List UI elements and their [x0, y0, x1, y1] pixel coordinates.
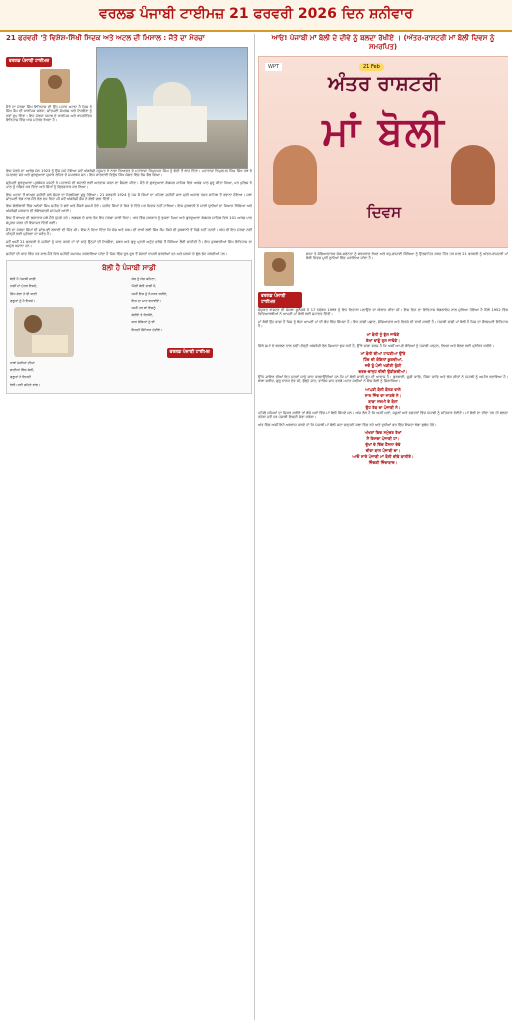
- left-paragraph: ਸ਼੍ਰੋਮਣੀ ਗੁਰਦੁਆਰਾ ਪ੍ਰਬੰਧਕ ਕਮੇਟੀ ਨੇ ਮਹਾਰਾਜੇ ਦੀ ਬਹਾਲੀ ਲਈ ਅਰਦਾਸ ਕਰਨ ਦਾ ਫੈਸਲਾ ਕੀਤਾ। ਜੈਤੋ ਦੇ ਗੁਰਦੁਆਰਾ ਗੰਗਸਰ ਸਾਹਿਬ ਵਿਖੇ ਅਖੰਡ ਪਾਠ ਸ਼ੁਰੂ ਕੀਤਾ ਗਿਆ, ਪਰ ਪੁਲਿਸ ਨੇ ਪਾਠ ਨੂੰ ਖੰਡਿਤ ਕਰ ਦਿੱਤਾ ਅਤੇ ਸਿੱਖਾਂ ਨੂੰ ਗ੍ਰਿਫ਼ਤਾਰ ਕਰ ਲਿਆ।: [6, 180, 252, 190]
- left-paragraph: ਇਸ ਮੋਰਚੇ ਦਾ ਆਰੰਭ ਸੰਨ 1923 ਨੂੰ ਉਸ ਸਮੇਂ ਹੋਇਆ ਜਦੋਂ ਅੰਗਰੇਜ਼ੀ ਹਕੂਮਤ ਨੇ ਨਾਭਾ ਰਿਆਸਤ ਦੇ ਮਹਾਰਾਜਾ ਰਿਪੁਦਮਨ ਸਿੰਘ ਨੂੰ ਗੱਦੀ ਤੋਂ ਲਾਹ ਦਿੱਤਾ। ਮਹਾਰਾਜਾ ਰਿਪੁਦਮਨ ਸਿੰਘ ਸਿੱਖ ਪੰਥ ਦੇ ਹਮਦਰਦ ਸਨ ਅਤੇ ਗੁਰਦੁਆਰਾ ਸੁਧਾਰ ਲਹਿਰ ਦੇ ਸਮਰਥਕ ਸਨ। ਇਸ ਕਾਰਵਾਈ ਵਿਰੁੱਧ ਸਿੱਖ ਸੰਗਤ ਵਿੱਚ ਰੋਸ ਫੈਲ ਗਿਆ।: [6, 169, 252, 178]
- verse-line: ਆਪਣੀ ਬੋਲੀ ਬੋਲਣ ਵਾਲੇ: [365, 386, 401, 392]
- verse-line: ਜ਼ਿੰਦਗੀ ਜ਼ਿੰਦਾਬਾਦ।: [368, 460, 398, 466]
- author-photo: [264, 252, 294, 286]
- verse-line: ਉਹ ਰੱਬ ਦਾ ਪੰਜਾਬੀ ਨੇ।: [365, 404, 401, 410]
- poem-line: ਬੋਲੀਏ ਤੇ ਲਿਖੀਏ,: [131, 313, 154, 318]
- left-paragraph: ਇਸ ਗੋਲੀਬਾਰੀ ਵਿੱਚ ਅਨੇਕਾਂ ਸਿੰਘ ਸ਼ਹੀਦ ਹੋ ਗਏ ਅਤੇ ਸੈਂਕੜੇ ਜ਼ਖ਼ਮੀ ਹੋਏ। ਸ਼ਹੀਦ ਸਿੰਘਾਂ ਨੇ ਸਿਰ ਦੇ ਦਿੱਤੇ ਪਰ ਸਿਦਕ ਨਹੀਂ ਹਾਰਿਆ। ਇਸ ਕੁਰਬਾਨੀ ਨੇ ਸਾਰੀ ਦੁਨੀਆਂ ਦਾ ਧਿਆਨ ਖਿੱਚਿਆ ਅਤੇ ਅੰਗਰੇਜ਼ੀ ਸਰਕਾਰ ਦੀ ਬੇਇਨਸਾਫ਼ੀ ਸਾਹਮਣੇ ਆਈ।: [6, 204, 252, 213]
- poem-columns: [10, 277, 248, 390]
- woman-portrait-right: [451, 145, 495, 205]
- poem-line: ਅਸੀਂ ਹਾਂ ਪੁੱਤਰ ਇਸਦੇ,: [10, 284, 38, 289]
- left-intro-paragraph: ਜੈਤੋ ਦਾ ਮੋਰਚਾ ਸਿੱਖ ਇਤਿਹਾਸ ਦੀ ਉਹ ਮਹਾਨ ਘਟਨਾ ਹੈ ਜਿਸ ਨੇ ਸਿੱਖ ਕੌਮ ਦੀ ਧਾਰਮਿਕ ਸਰਧਾ, ਸ਼ਾਂਤਮਈ ਸੰਘਰਸ਼ ਅਤੇ ਨਿਰਭੈਤਾ ਨੂੰ ਨਵਾਂ ਰੂਪ ਦਿੱਤਾ। ਇਹ ਮੋਰਚਾ ਪੰਜਾਬ ਦੇ ਧਾਰਮਿਕ ਅਤੇ ਰਾਜਨੀਤਿਕ ਇਤਿਹਾਸ ਵਿੱਚ ਖਾਸ ਮਹੱਤਵ ਰੱਖਦਾ ਹੈ।: [6, 105, 92, 123]
- right-column: [258, 34, 508, 1018]
- left-paragraph: ਇਸ ਘਟਨਾ ਤੋਂ ਬਾਅਦ ਸ਼ਹੀਦੀ ਜਥੇ ਭੇਜਣ ਦਾ ਸਿਲਸਿਲਾ ਸ਼ੁਰੂ ਹੋਇਆ। 21 ਫਰਵਰੀ 1924 ਨੂੰ ਪੰਜ ਸੌ ਸਿੰਘਾਂ ਦਾ ਪਹਿਲਾ ਸ਼ਹੀਦੀ ਜਥਾ ਸ੍ਰੀ ਅਕਾਲ ਤਖ਼ਤ ਸਾਹਿਬ ਤੋਂ ਰਵਾਨਾ ਹੋਇਆ। ਜਥਾ ਸ਼ਾਂਤਮਈ ਢੰਗ ਨਾਲ ਜੈਤੋ ਵੱਲ ਵਧ ਰਿਹਾ ਸੀ ਜਦੋਂ ਅੰਗਰੇਜ਼ੀ ਫ਼ੌਜ ਨੇ ਗੋਲੀ ਚਲਾ ਦਿੱਤੀ।: [6, 192, 252, 202]
- verse-line: ਮਾਂ ਬੋਲੀ ਨੂੰ ਭੁੱਲ ਜਾਵੋਗੇ: [366, 331, 400, 337]
- poster-logo: WPT: [265, 63, 282, 71]
- tree-shape: [97, 78, 127, 148]
- poem-line: ਬਾਲ ਬੱਚਿਆਂ ਨੂੰ ਵੀ: [131, 320, 155, 325]
- verse-line: ਅੱਖਰਾਂ ਵਿਚ ਸਮੁੰਦਰ ਰੱਖਾਂ: [364, 430, 402, 436]
- right-paragraph: ਅੰਤ ਵਿੱਚ ਅਸੀਂ ਇਹੋ ਅਰਦਾਸ ਕਰਦੇ ਹਾਂ ਕਿ ਪੰਜਾਬੀ ਮਾਂ ਬੋਲੀ ਸਦਾ ਚੜ੍ਹਦੀ ਕਲਾ ਵਿੱਚ ਰਹੇ ਅਤੇ ਦੁਨੀਆਂ ਭਰ ਵਿੱਚ ਇਸਦਾ ਝੰਡਾ ਬੁਲੰਦ ਹੋਵੇ।: [258, 422, 437, 427]
- verse-line: ਮਾਂ ਬੋਲੀ ਦੀਆਂ ਟਾਹਣੀਆਂ ਉੱਤੇ: [360, 351, 406, 357]
- publication-logo: ਵਰਲਡ ਪੰਜਾਬੀ ਟਾਈਮਜ਼: [6, 57, 52, 67]
- masthead: [0, 0, 512, 32]
- gurdwara-photo: [96, 47, 248, 169]
- poem-title: ਬੋਲੀ ਹੈ ਪੰਜਾਬੀ ਸਾਡੀ: [102, 264, 156, 273]
- verse-line: ਸਾਰ ਜਿੰਦ ਦਾ ਜਾਣਦੇ ਨੇ।: [364, 392, 402, 398]
- right-paragraph: ਭਾਸ਼ਾ ਤੇ ਸੱਭਿਆਚਾਰਕ ਚੰਗ-ਸਵੰਨਤਾ ਨੂੰ ਬਰਕਰਾਰ ਰੱਖਣ ਅਤੇ ਬਹੁ-ਭਾਸ਼ਾਈ ਸਿੱਖਿਆ ਨੂੰ ਉਤਸ਼ਾਹਿਤ ਕਰਨ ਹਿੱਤ ਹਰ ਸਾਲ 21 ਫਰਵਰੀ ਨੂੰ ਅੰਤਰ-ਰਾਸ਼ਟਰੀ ਮਾਂ ਬੋਲੀ ਦਿਵਸ ਪੂਰੀ ਦੁਨੀਆਂ ਵਿੱਚ ਮਨਾਇਆ ਜਾਂਦਾ ਹੈ।: [306, 252, 508, 261]
- mother-language-day-poster: [258, 56, 508, 248]
- left-intro-text-block: [6, 47, 92, 169]
- verse-line: ਕੱਖਾਂ ਵਾਂਗੂੰ ਰੁਲ ਜਾਵੋਗੇ।: [366, 337, 400, 343]
- verse-line: ਬਾਬਾ ਨਜ਼ਮੀ ਦੇ ਬੋਲਾਂ: [368, 398, 398, 404]
- right-intro-block: [258, 252, 508, 308]
- poem-line: ਸਿੱਖ ਗੋਰਾ ਨੇ ਵੀ ਬਾਣੀ: [10, 291, 37, 296]
- right-paragraph: ਜਿੱਥੇ ਸਮਾਂ ਦੇ ਬਦਲਣ ਨਾਲ ਨਵੀਂ ਪੀੜ੍ਹੀ ਅੰਗਰੇਜ਼ੀ ਵੱਲ ਜ਼ਿਆਦਾ ਝੁਕ ਰਹੀ ਹੈ, ਉੱਥੇ ਸਾਡਾ ਫਰਜ਼ ਹੈ ਕਿ ਅਸੀਂ ਆਪਣੇ ਬੱਚਿਆਂ ਨੂੰ ਪੰਜਾਬੀ ਪੜ੍ਹਨ, ਲਿਖਣ ਅਤੇ ਬੋਲਣ ਲਈ ਪ੍ਰੇਰਿਤ ਕਰੀਏ।: [258, 343, 494, 348]
- poem-line: ਗੁਰੂਆਂ ਨੂੰ ਹੈ ਇਸਦੇ।: [10, 298, 36, 303]
- poem-line: ਸੱਚ ਨੂੰ ਸੱਚ ਕਹਿਣਾ,: [131, 277, 156, 282]
- right-paragraph: ਪਹਿਲੇ ਸਮਿਆਂ ਦਾ ਜ਼ਿਕਰ ਕਰੀਏ ਤਾਂ ਬੱਚੇ ਘਰਾਂ ਵਿੱਚ ਮਾਂ ਬੋਲੀ ਸਿੱਖਦੇ ਸਨ। ਅੱਜ ਲੋੜ ਹੈ ਕਿ ਅਸੀਂ ਘਰਾਂ, ਸਕੂਲਾਂ ਅਤੇ ਦਫ਼ਤਰਾਂ ਵਿੱਚ ਪੰਜਾਬੀ ਨੂੰ ਸਤਿਕਾਰ ਦੇਈਏ। ਮਾਂ ਬੋਲੀ ਦਾ ਦੀਵਾ ਤਦ ਹੀ ਬਲਦਾ ਰਹੇਗਾ ਜਦੋਂ ਹਰ ਪੰਜਾਬੀ ਇਸਦੀ ਸੇਵਾ ਕਰੇਗਾ।: [258, 410, 508, 420]
- verse-line: ਆਓ ਸਾਰੇ ਪੰਜਾਬੀ ਮਾਂ ਬੋਲੀ ਦੀਵੇ ਬਾਲੀਏ।: [352, 454, 414, 460]
- verse-line: ਦਰਦ-ਚਾਨ੍ਹ ਦੀਦੀ ਉਡੀਕਦੀਆਂ।: [358, 369, 408, 375]
- poster-badge: 21 Feb: [359, 63, 384, 71]
- verse-line: ਮੈਂ ਇਸਦਾ ਪੰਜਾਬੀ ਹਾਂ।: [366, 436, 400, 442]
- publication-logo: ਵਰਲਡ ਪੰਜਾਬੀ ਟਾਈਮਜ਼: [258, 292, 302, 308]
- poster-title: ਅੰਤਰ ਰਾਸ਼ਟਰੀ: [327, 71, 441, 95]
- verse-line: ਹਿੰਦ ਦੀ ਕੋਇਲਾਂ ਕੂਕਦੀਆਂ,: [363, 357, 403, 363]
- poem-line: ਬੋਲੀ ਹੈ ਪੰਜਾਬੀ ਸਾਡੀ: [10, 277, 36, 282]
- publication-logo: ਵਰਲਡ ਪੰਜਾਬੀ ਟਾਈਮਜ਼: [167, 348, 213, 358]
- left-paragraph: ਜੈਤੋ ਦਾ ਮੋਰਚਾ ਸਿੱਖਾਂ ਦੀ ਸ਼ਾਂਤਮਈ ਲੜਾਈ ਦੀ ਜਿੱਤ ਸੀ। ਇਸ ਨੇ ਦਿਖਾ ਦਿੱਤਾ ਕਿ ਸੱਚ ਅਤੇ ਧਰਮ ਦੀ ਰਾਖੀ ਲਈ ਸਿੱਖ ਕੌਮ ਕਿਸੇ ਵੀ ਕੁਰਬਾਨੀ ਤੋਂ ਪਿੱਛੇ ਨਹੀਂ ਹਟਦੀ। ਅੱਜ ਵੀ ਇਹ ਮੋਰਚਾ ਨਵੀਂ ਪੀੜ੍ਹੀ ਲਈ ਪ੍ਰੇਰਣਾ ਦਾ ਸਰੋਤ ਹੈ।: [6, 228, 252, 237]
- poster-main-text: ਮਾਂ ਬੋਲੀ: [322, 109, 446, 155]
- right-article-headline: ਆਓ! ਪੰਜਾਬੀ ਮਾਂ ਬੋਲੀ ਦੇ ਦੀਵੇ ਨੂੰ ਬਲਦਾ ਰੱਖੀਏ । (ਅੰਤਰ-ਰਾਸ਼ਟਰੀ ਮਾਂ ਬੋਲੀ ਦਿਵਸ ਨੂੰ ਸਮਰਪਿਤ): [271, 34, 495, 51]
- left-paragraph: ਸ਼ਹੀਦਾਂ ਦੀ ਯਾਦ ਵਿੱਚ ਹਰ ਸਾਲ ਜੈਤੋ ਵਿਖੇ ਸ਼ਹੀਦੀ ਸਮਾਗਮ ਕਰਵਾਇਆ ਜਾਂਦਾ ਹੈ ਜਿਸ ਵਿੱਚ ਦੂਰ-ਦੂਰ ਤੋਂ ਸੰਗਤਾਂ ਹਾਜ਼ਰੀ ਭਰਦੀਆਂ ਹਨ ਅਤੇ ਸ਼ਰਧਾ ਦੇ ਫੁੱਲ ਭੇਟ ਕਰਦੀਆਂ ਹਨ।: [6, 251, 228, 256]
- poem-line: ਨਾਥਾਂ ਜੋਗੀਆਂ ਦੀਆਂ: [10, 360, 35, 365]
- masthead-title: ਵਰਲਡ ਪੰਜਾਬੀ ਟਾਈਮਜ਼ 21 ਫਰਵਰੀ 2026 ਦਿਨ ਸ਼ਨੀਵਾਰ: [99, 6, 413, 22]
- poem-right-column: [132, 277, 249, 390]
- poster-subtitle: ਦਿਵਸ: [366, 203, 402, 221]
- poem-line: ਝੋਲੀ ਪਾਈ ਗਹਿਣੇ ਵਾਂਗ।: [10, 382, 41, 387]
- poem-left-column: [10, 277, 127, 390]
- author-photo: [40, 69, 70, 103]
- poem-line: ਗੁਰੂਆਂ ਨੇ ਇਸਦੀ: [10, 375, 31, 380]
- left-paragraph: ਇਸ ਤੋਂ ਬਾਅਦ ਵੀ ਲਗਾਤਾਰ ਜਥੇ ਜੈਤੋ ਪੁੱਜਦੇ ਰਹੇ। ਲਗਭਗ ਦੋ ਸਾਲ ਤੱਕ ਇਹ ਮੋਰਚਾ ਜਾਰੀ ਰਿਹਾ। ਅੰਤ ਵਿੱਚ ਸਰਕਾਰ ਨੂੰ ਝੁਕਣਾ ਪਿਆ ਅਤੇ ਗੁਰਦੁਆਰਾ ਗੰਗਸਰ ਸਾਹਿਬ ਵਿਖੇ 101 ਅਖੰਡ ਪਾਠ ਸੰਪੂਰਨ ਕਰਨ ਦੀ ਇਜਾਜ਼ਤ ਦਿੱਤੀ ਗਈ।: [6, 216, 252, 225]
- left-article-headline: 21 ਫਰਵਰੀ 'ਤੇ ਵਿਸ਼ੇਸ਼-ਸਿੱਖੀ ਸਿਦਕ ਅਤੇ ਅਟਲ ਦੀ ਮਿਸਾਲ : ਜੈਤੋ ਦਾ ਮੋਰਚਾ: [6, 34, 205, 42]
- verse-line: ਜਦੋਂ ਤੂੰ ਪੰਜੀ ਖਣੀਰੀ ਤੁੰਗੀ: [364, 363, 402, 369]
- poem-footer-wrap: [132, 338, 249, 358]
- poem-line: ਮਿੱਠੀ ਬੋਲੀ ਸਾਡੀ ਹੈ,: [131, 284, 157, 289]
- right-author-box: [258, 252, 302, 308]
- author-box: [6, 47, 88, 103]
- building-shape: [137, 106, 207, 142]
- verse-line: ਦੁੱਖਾਂ ਦੇ ਵਿੱਚ ਹੌਂਸਲਾ ਦੇਵੇ: [365, 442, 401, 448]
- left-intro-block: [6, 47, 252, 169]
- left-column: [6, 34, 252, 1018]
- verse-line: ਦੀਵਾ ਬਾਲ ਪੰਜਾਬੀ ਦਾ।: [365, 448, 401, 454]
- woman-portrait-left: [273, 145, 317, 205]
- poem-line: ਇਸਦੀ ਸਿੱਖਿਆ ਦੇਈਏ।: [131, 327, 163, 332]
- column-divider: [254, 34, 255, 1020]
- poem-line: ਇਸ ਦਾ ਮਾਣ ਵਧਾਈਏ।: [131, 298, 162, 303]
- poem-line: ਅਸੀਂ ਇਸ ਨੂੰ ਪਿਆਰ ਕਰੀਏ,: [131, 291, 168, 296]
- right-paragraph: ਸੰਯੁਕਤ ਰਾਸ਼ਟਰ ਦੀ ਸੰਸਥਾ ਯੂਨੈਸਕੋ ਨੇ 17 ਨਵੰਬਰ 1999 ਨੂੰ ਇਹ ਦਿਹਾੜਾ ਮਨਾਉਣ ਦਾ ਐਲਾਨ ਕੀਤਾ ਸੀ। ਇਸ ਦਿਨ ਦਾ ਇਤਿਹਾਸ ਬੰਗਲਾਦੇਸ਼ ਨਾਲ ਜੁੜਿਆ ਹੋਇਆ ਹੈ ਜਿੱਥੇ 1952 ਵਿੱਚ ਵਿਦਿਆਰਥੀਆਂ ਨੇ ਆਪਣੀ ਮਾਂ ਬੋਲੀ ਲਈ ਸ਼ਹਾਦਤ ਦਿੱਤੀ।: [258, 308, 508, 317]
- reading-illustration: [14, 307, 74, 357]
- right-paragraph: ਉੱਘੇ ਸ਼ਾਇਰ ਦੀਆਂ ਇਹ ਸਤਰਾਂ ਸਾਨੂੰ ਯਾਦ ਕਰਵਾਉਂਦੀਆਂ ਹਨ ਕਿ ਮਾਂ ਬੋਲੀ ਸਾਡੀ ਰੂਹ ਦੀ ਆਵਾਜ਼ ਹੈ। ਗੁਰਬਾਣੀ, ਸੂਫ਼ੀ ਕਾਵਿ, ਕਿੱਸਾ ਕਾਵਿ ਅਤੇ ਲੋਕ ਗੀਤਾਂ ਨੇ ਪੰਜਾਬੀ ਨੂੰ ਅਮੀਰ ਬਣਾਇਆ ਹੈ। ਬਾਬਾ ਫ਼ਰੀਦ, ਗੁਰੂ ਨਾਨਕ ਦੇਵ ਜੀ, ਬੁੱਲ੍ਹੇ ਸ਼ਾਹ, ਵਾਰਿਸ ਸ਼ਾਹ ਵਰਗੇ ਮਹਾਨ ਕਵੀਆਂ ਨੇ ਇਸ ਬੋਲੀ ਨੂੰ ਸ਼ਿੰਗਾਰਿਆ।: [258, 375, 508, 384]
- poem-line: ਅਸੀਂ ਹਰ ਥਾਂ ਇਸਨੂੰ: [131, 305, 156, 310]
- poem-line: ਬਾਣੀਆਂ ਵਿੱਚ ਬੋਲੀ,: [10, 368, 35, 373]
- left-paragraph: ਜਦੋਂ ਅਸੀਂ 21 ਫਰਵਰੀ ਦੇ ਸ਼ਹੀਦਾਂ ਨੂੰ ਯਾਦ ਕਰਦੇ ਹਾਂ ਤਾਂ ਸਾਨੂੰ ਉਨ੍ਹਾਂ ਦੀ ਨਿਰਭੈਤਾ, ਸਬਰ ਅਤੇ ਗੁਰੂ ਪ੍ਰਤੀ ਅਟੁੱਟ ਭਰੋਸੇ ਤੋਂ ਸਿੱਖਿਆ ਲੈਣੀ ਚਾਹੀਦੀ ਹੈ। ਇਹ ਕੁਰਬਾਨੀਆਂ ਸਿੱਖ ਇਤਿਹਾਸ ਦਾ ਅਮੁੱਲ ਖਜ਼ਾਨਾ ਹਨ।: [6, 239, 252, 249]
- poem-box: [6, 260, 252, 394]
- right-paragraph: ਮਾਂ ਬੋਲੀ ਉਹ ਭਾਸ਼ਾ ਹੈ ਜਿਸ ਨੂੰ ਬੱਚਾ ਆਪਣੀ ਮਾਂ ਦੀ ਗੋਦ ਵਿੱਚ ਸਿੱਖਦਾ ਹੈ। ਇਹ ਸਾਡੀ ਪਛਾਣ, ਸੱਭਿਆਚਾਰ ਅਤੇ ਵਿਰਸੇ ਦੀ ਰਾਖੀ ਕਰਦੀ ਹੈ। ਪੰਜਾਬੀ ਸਾਡੀ ਮਾਂ ਬੋਲੀ ਹੈ ਜਿਸ ਦਾ ਗੌਰਵਮਈ ਇਤਿਹਾਸ ਹੈ।: [258, 319, 508, 329]
